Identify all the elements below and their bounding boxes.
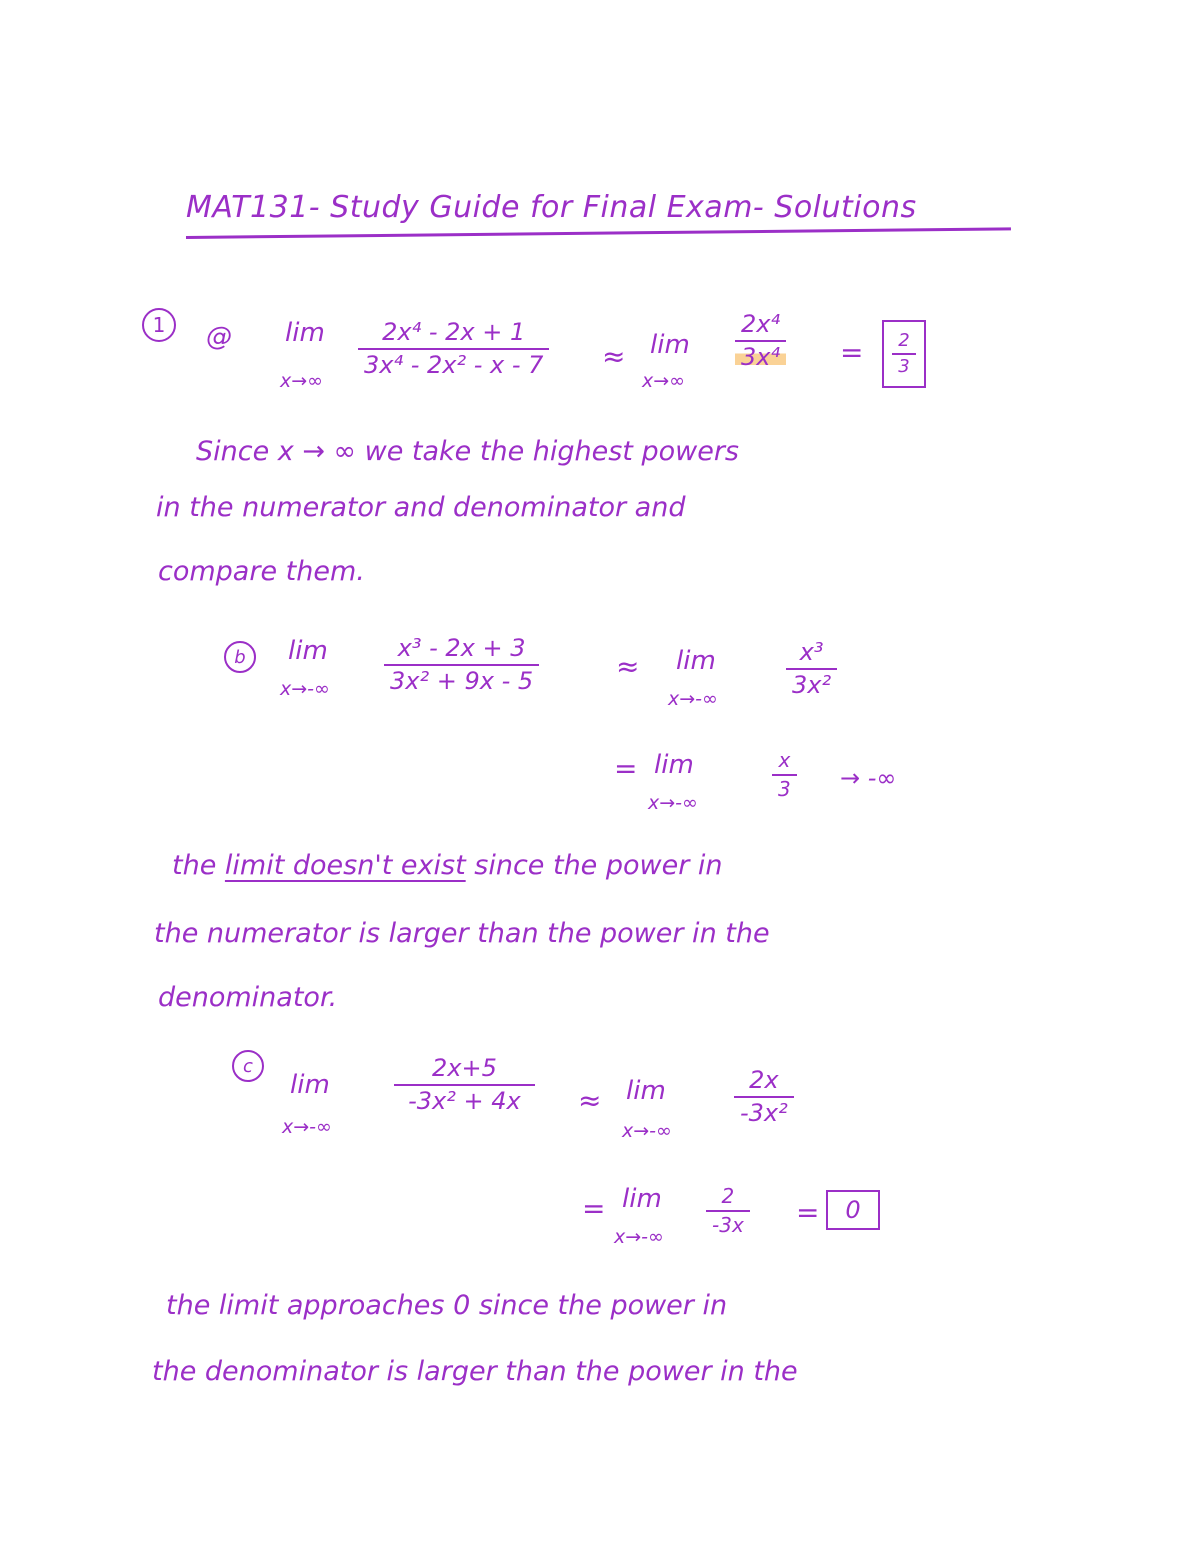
part-c-lim3: lim — [622, 1184, 662, 1214]
part-a-lim2-sub: x→∞ — [642, 370, 685, 392]
explanation-line: denominator. — [158, 982, 338, 1013]
equals-sign: = — [796, 1196, 820, 1229]
part-b-fraction3 — [772, 750, 797, 800]
approx-sign: ≈ — [616, 650, 640, 683]
part-a-lim2: lim — [650, 330, 690, 360]
part-a-numerator2: 2x⁴ — [741, 310, 781, 338]
part-c-fraction — [394, 1056, 535, 1114]
explanation-line: the denominator is larger than the power in the — [152, 1356, 798, 1387]
part-a-numerator: 2x⁴ - 2x + 1 — [382, 318, 526, 346]
question-number: 1 — [142, 308, 176, 342]
answer-box — [882, 320, 926, 388]
part-c-numerator: 2x+5 — [432, 1054, 497, 1082]
part-a-fraction — [358, 320, 549, 378]
part-a-lim: lim — [285, 318, 325, 348]
fraction-bar — [892, 353, 916, 355]
part-b-denominator3: 3 — [778, 777, 791, 801]
explanation-line — [172, 850, 723, 881]
fraction-bar — [735, 340, 786, 342]
part-b-numerator3: x — [778, 748, 791, 772]
part-a-denominator2: 3x⁴ — [735, 345, 786, 370]
part-b-lim3: lim — [654, 750, 694, 780]
part-c-numerator3: 2 — [721, 1184, 735, 1208]
fraction-bar — [786, 668, 837, 670]
part-b-lim2: lim — [676, 646, 716, 676]
limit-result-arrow: → -∞ — [840, 764, 897, 792]
part-a-lim-sub: x→∞ — [280, 370, 323, 392]
part-b-lim-sub: x→-∞ — [280, 678, 330, 700]
part-b-fraction — [384, 636, 539, 694]
explanation-text: since the power in — [474, 850, 723, 881]
part-c-lim: lim — [290, 1070, 330, 1100]
explanation-underlined: limit doesn't exist — [224, 850, 466, 881]
explanation-line: Since x → ∞ we take the highest powers — [196, 436, 739, 467]
fraction-bar — [384, 664, 539, 666]
part-c-lim3-sub: x→-∞ — [614, 1226, 664, 1248]
fraction-bar — [772, 774, 797, 776]
page-title: MAT131- Study Guide for Final Exam- Solutions — [186, 190, 917, 225]
part-b-label: b — [224, 641, 256, 673]
part-c-lim2-sub: x→-∞ — [622, 1120, 672, 1142]
part-b-denominator: 3x² + 9x - 5 — [390, 667, 534, 696]
part-c-fraction3 — [706, 1186, 750, 1236]
explanation-text: the — [172, 850, 217, 881]
equals-sign: = — [614, 752, 638, 785]
explanation-line: compare them. — [158, 556, 365, 587]
fraction-bar — [394, 1084, 535, 1086]
answer-numerator: 2 — [898, 330, 910, 351]
fraction-bar — [358, 348, 549, 350]
part-a-label: @ — [206, 322, 232, 352]
part-b-lim3-sub: x→-∞ — [648, 792, 698, 814]
part-c-denominator: -3x² + 4x — [408, 1087, 521, 1116]
part-b-numerator2: x³ — [799, 638, 824, 666]
equals-sign: = — [582, 1192, 606, 1225]
part-a-fraction2 — [735, 312, 786, 370]
part-c-label: c — [232, 1050, 264, 1082]
part-b-lim2-sub: x→-∞ — [668, 688, 718, 710]
answer-box: 0 — [826, 1190, 880, 1230]
part-c-lim2: lim — [626, 1076, 666, 1106]
fraction-bar — [734, 1096, 794, 1098]
title-underline — [186, 227, 1011, 239]
explanation-line: the numerator is larger than the power in the — [154, 918, 770, 949]
part-c-denominator2: -3x² — [740, 1099, 788, 1128]
part-a-denominator: 3x⁴ - 2x² - x - 7 — [364, 351, 544, 380]
explanation-line: the limit approaches 0 since the power in — [166, 1290, 728, 1321]
approx-sign: ≈ — [602, 340, 626, 373]
answer-denominator: 3 — [898, 356, 910, 377]
part-c-fraction2 — [734, 1068, 794, 1126]
part-b-lim: lim — [288, 636, 328, 666]
part-c-numerator2: 2x — [749, 1066, 779, 1094]
equals-sign: = — [840, 336, 864, 369]
explanation-line: in the numerator and denominator and — [156, 492, 686, 523]
part-c-denominator3: -3x — [712, 1213, 744, 1237]
part-b-denominator2: 3x² — [792, 671, 832, 700]
part-b-fraction2 — [786, 640, 837, 698]
part-b-numerator: x³ - 2x + 3 — [397, 634, 526, 662]
fraction-bar — [706, 1210, 750, 1212]
approx-sign: ≈ — [578, 1084, 602, 1117]
part-c-lim-sub: x→-∞ — [282, 1116, 332, 1138]
